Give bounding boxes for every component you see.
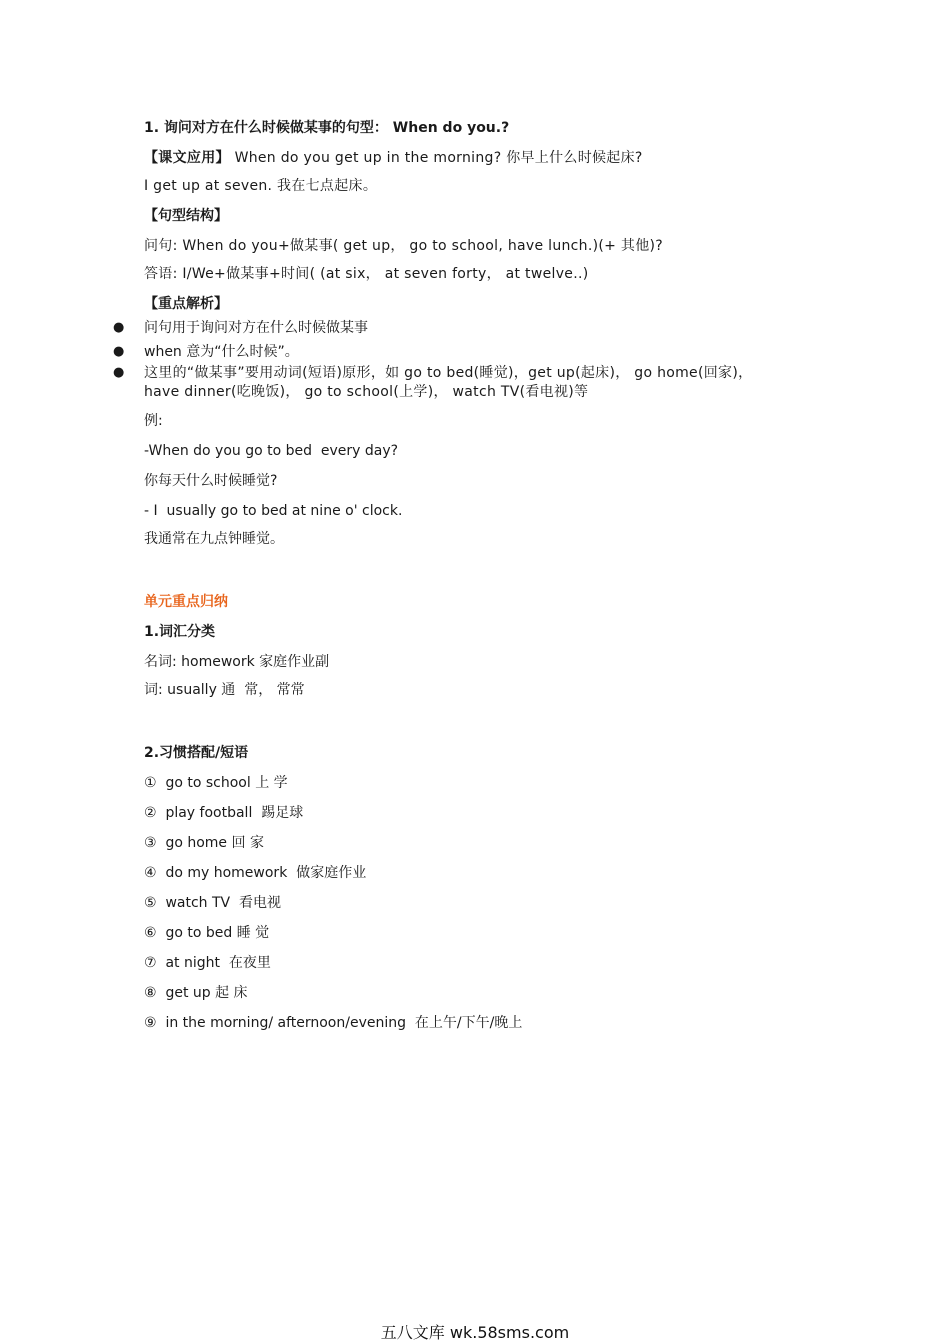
phrase-item: ⑦ at night 在夜里 [144, 955, 271, 971]
bullet-item-continuation: have dinner(吃晚饭)， go to school(上学)， watch TV(看电视)等 [144, 384, 589, 400]
vocab-line: 词: usually 通 常， 常常 [144, 682, 305, 698]
vocab-line: 名词: homework 家庭作业副 [144, 654, 330, 670]
phrase-item: ③ go home 回 家 [144, 835, 264, 851]
phrase-item: ④ do my homework 做家庭作业 [144, 865, 367, 881]
bullet-item: when 意为“什么时候”。 [144, 344, 299, 360]
lesson-application [144, 148, 643, 168]
vocab-heading: 1.词汇分类 [144, 624, 216, 640]
bullet-item: 这里的“做某事”要用动词(短语)原形，如 go to bed(睡觉)，get up(起床)， go home(回家)， [144, 365, 753, 381]
example-answer: - I usually go to bed at nine o' clock. [144, 503, 403, 519]
bullet-icon: ● [113, 320, 125, 335]
example-label: 例: [144, 413, 163, 429]
lesson-application-text: When do you get up in the morning? 你早上什么时候起床? [229, 150, 643, 166]
question-pattern: 问句: When do you+做某事( get up， go to school, have lunch.)(+ 其他)? [144, 238, 663, 254]
answer-pattern: 答语: I/We+做某事+时间( (at six， at seven forty， at twelve..) [144, 266, 589, 282]
bullet-item: 问句用于询问对方在什么时候做某事 [144, 320, 368, 336]
phrase-item: ② play football 踢足球 [144, 805, 304, 821]
phrase-item: ⑥ go to bed 睡 觉 [144, 925, 270, 941]
phrase-item: ⑧ get up 起 床 [144, 985, 248, 1001]
structure-label: 【句型结构】 [144, 208, 228, 224]
phrase-item: ① go to school 上 学 [144, 775, 288, 791]
section-heading: 1. 询问对方在什么时候做某事的句型： When do you.? [144, 120, 510, 136]
phrase-item: ⑤ watch TV 看电视 [144, 895, 282, 911]
bullet-icon: ● [113, 365, 125, 380]
example-question-translation: 你每天什么时候睡觉? [144, 473, 278, 489]
bullet-icon: ● [113, 344, 125, 359]
example-answer-translation: 我通常在九点钟睡觉。 [144, 531, 284, 547]
phrase-item: ⑨ in the morning/ afternoon/evening 在上午/下午/晚上 [144, 1015, 523, 1031]
summary-title: 单元重点归纳 [144, 594, 228, 610]
phrases-heading: 2.习惯搭配/短语 [144, 745, 249, 761]
example-question: -When do you go to bed every day? [144, 443, 399, 459]
lesson-application-label: 【课文应用】 [144, 150, 230, 166]
footer-watermark: 五八文库 wk.58sms.com [380, 1323, 570, 1342]
answer-text: I get up at seven. 我在七点起床。 [144, 178, 378, 194]
analysis-label: 【重点解析】 [144, 296, 228, 312]
